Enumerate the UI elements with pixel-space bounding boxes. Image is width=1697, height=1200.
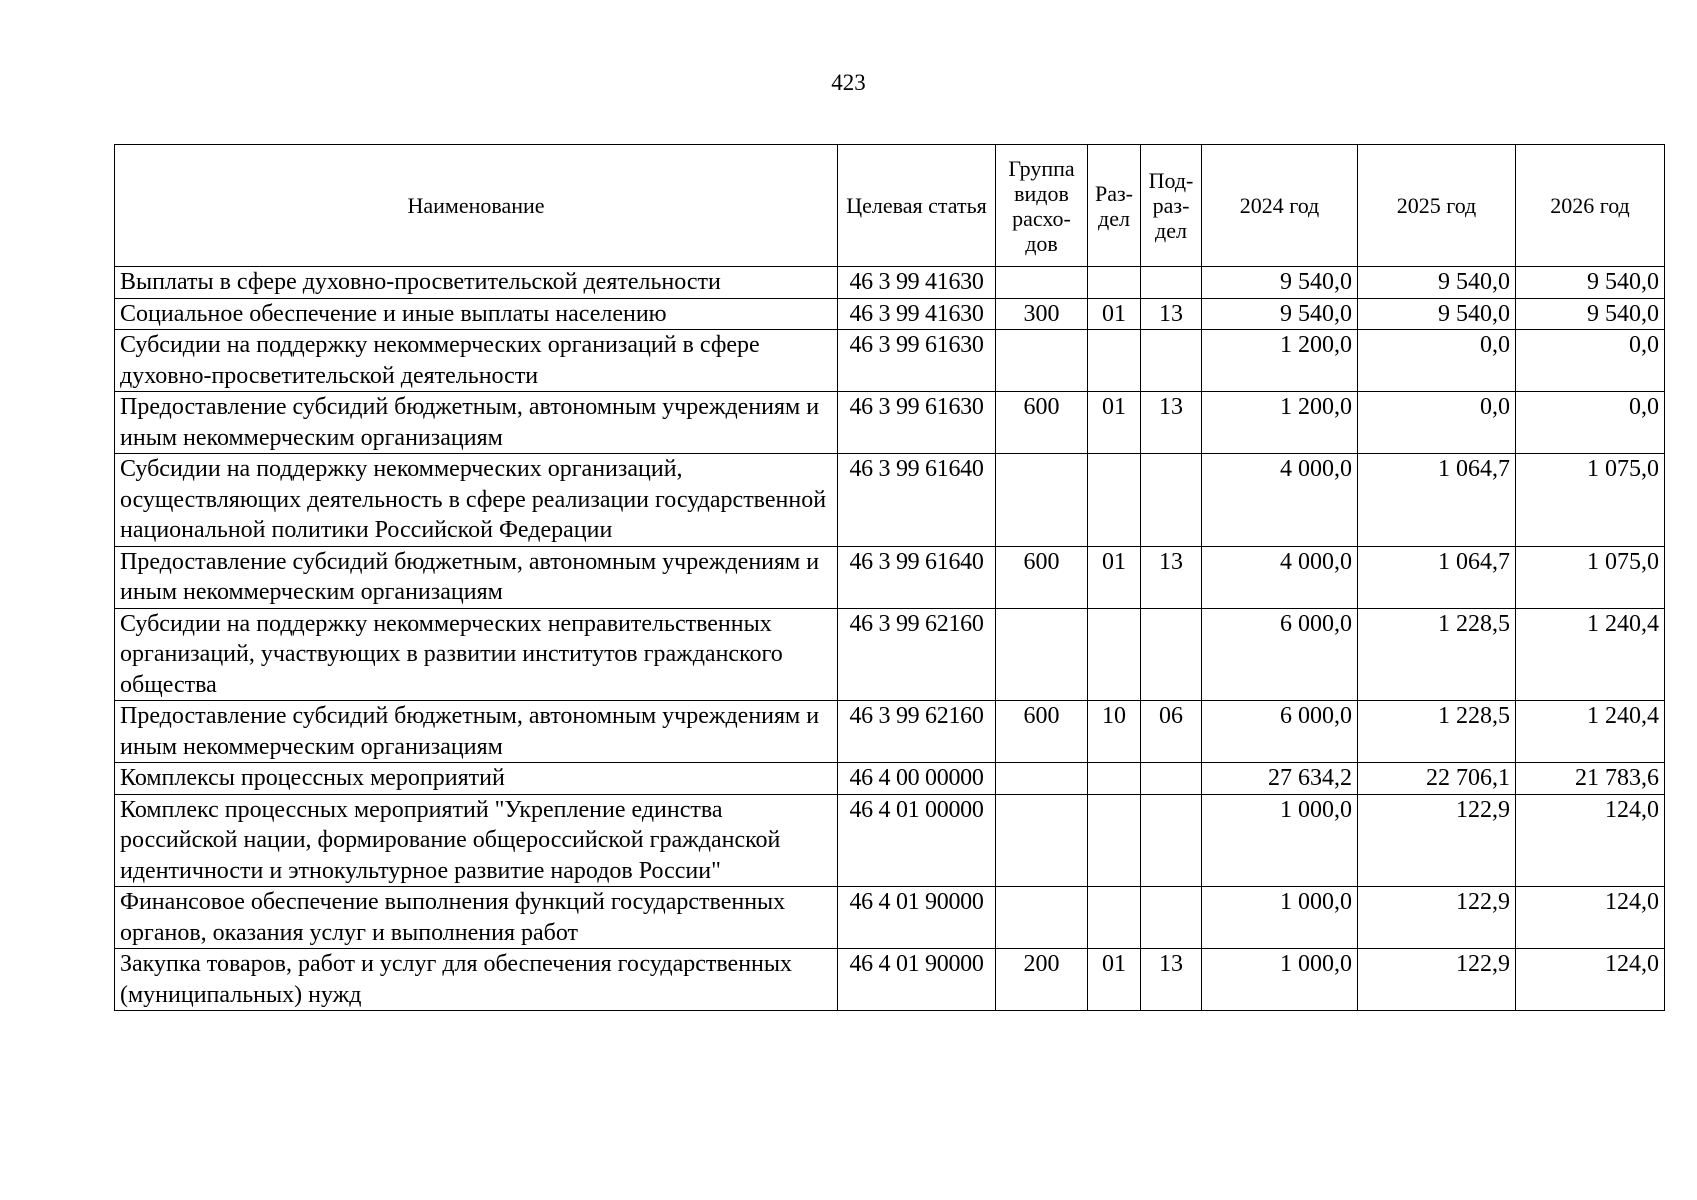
cell-2026: 9 540,0 xyxy=(1516,267,1665,299)
cell-2025: 122,9 xyxy=(1358,949,1516,1011)
cell-2026: 1 240,4 xyxy=(1516,608,1665,701)
table-row xyxy=(115,794,1665,887)
cell-subsection: 13 xyxy=(1141,392,1202,454)
cell-subsection xyxy=(1141,330,1202,392)
cell-group: 300 xyxy=(996,298,1088,330)
cell-target: 46 4 01 00000 xyxy=(838,794,996,887)
cell-target: 46 3 99 61640 xyxy=(838,546,996,608)
cell-name: Комплексы процессных мероприятий xyxy=(115,763,838,795)
cell-section xyxy=(1088,454,1141,547)
cell-target: 46 3 99 61640 xyxy=(838,454,996,547)
cell-group: 600 xyxy=(996,546,1088,608)
cell-group xyxy=(996,763,1088,795)
cell-2026: 9 540,0 xyxy=(1516,298,1665,330)
cell-section xyxy=(1088,887,1141,949)
header-2026: 2026 год xyxy=(1516,145,1665,267)
cell-2026: 124,0 xyxy=(1516,949,1665,1011)
table-row xyxy=(115,949,1665,1011)
cell-name: Закупка товаров, работ и услуг для обеспечения государственных (муниципальных) нужд xyxy=(115,949,838,1011)
cell-target: 46 4 01 90000 xyxy=(838,949,996,1011)
cell-2024: 1 000,0 xyxy=(1202,949,1358,1011)
cell-subsection: 13 xyxy=(1141,298,1202,330)
cell-group: 600 xyxy=(996,392,1088,454)
cell-section xyxy=(1088,330,1141,392)
cell-2026: 124,0 xyxy=(1516,887,1665,949)
table-row xyxy=(115,546,1665,608)
cell-2025: 122,9 xyxy=(1358,887,1516,949)
cell-2025: 0,0 xyxy=(1358,330,1516,392)
cell-2024: 6 000,0 xyxy=(1202,701,1358,763)
cell-subsection xyxy=(1141,794,1202,887)
cell-subsection: 13 xyxy=(1141,546,1202,608)
cell-target: 46 3 99 41630 xyxy=(838,298,996,330)
cell-subsection xyxy=(1141,887,1202,949)
cell-subsection xyxy=(1141,608,1202,701)
cell-2024: 9 540,0 xyxy=(1202,267,1358,299)
cell-group xyxy=(996,267,1088,299)
cell-section xyxy=(1088,794,1141,887)
cell-target: 46 3 99 61630 xyxy=(838,392,996,454)
cell-2024: 27 634,2 xyxy=(1202,763,1358,795)
cell-name: Субсидии на поддержку некоммерческих организаций в сфере духовно-просветительской деятельности xyxy=(115,330,838,392)
header-name: Наименование xyxy=(115,145,838,267)
cell-subsection xyxy=(1141,267,1202,299)
cell-2026: 124,0 xyxy=(1516,794,1665,887)
cell-subsection: 06 xyxy=(1141,701,1202,763)
cell-section xyxy=(1088,267,1141,299)
cell-section: 10 xyxy=(1088,701,1141,763)
cell-name: Предоставление субсидий бюджетным, автономным учреждениям и иным некоммерческим организациям xyxy=(115,392,838,454)
cell-section xyxy=(1088,608,1141,701)
header-2025: 2025 год xyxy=(1358,145,1516,267)
cell-section: 01 xyxy=(1088,949,1141,1011)
table-row xyxy=(115,608,1665,701)
cell-target: 46 3 99 61630 xyxy=(838,330,996,392)
cell-subsection: 13 xyxy=(1141,949,1202,1011)
header-group: Группа видов расхо-дов xyxy=(996,145,1088,267)
cell-name: Субсидии на поддержку некоммерческих организаций, осуществляющих деятельность в сфере реализации государственной национальной политики Российской Федерации xyxy=(115,454,838,547)
cell-2024: 1 000,0 xyxy=(1202,794,1358,887)
cell-name: Субсидии на поддержку некоммерческих неправительственных организаций, участвующих в развитии институтов гражданского общества xyxy=(115,608,838,701)
cell-2024: 1 000,0 xyxy=(1202,887,1358,949)
table-row xyxy=(115,454,1665,547)
table-row xyxy=(115,763,1665,795)
header-section: Раз-дел xyxy=(1088,145,1141,267)
cell-name: Предоставление субсидий бюджетным, автономным учреждениям и иным некоммерческим организациям xyxy=(115,701,838,763)
cell-target: 46 3 99 62160 xyxy=(838,701,996,763)
cell-2025: 1 228,5 xyxy=(1358,608,1516,701)
cell-subsection xyxy=(1141,454,1202,547)
cell-name: Предоставление субсидий бюджетным, автономным учреждениям и иным некоммерческим организациям xyxy=(115,546,838,608)
cell-group xyxy=(996,330,1088,392)
cell-2026: 0,0 xyxy=(1516,330,1665,392)
cell-group xyxy=(996,794,1088,887)
cell-2025: 9 540,0 xyxy=(1358,267,1516,299)
cell-group xyxy=(996,454,1088,547)
cell-subsection xyxy=(1141,763,1202,795)
header-subsection: Под-раз-дел xyxy=(1141,145,1202,267)
cell-group xyxy=(996,608,1088,701)
cell-2024: 1 200,0 xyxy=(1202,330,1358,392)
table-row xyxy=(115,267,1665,299)
table-row xyxy=(115,887,1665,949)
cell-group: 600 xyxy=(996,701,1088,763)
cell-2025: 0,0 xyxy=(1358,392,1516,454)
cell-2024: 4 000,0 xyxy=(1202,454,1358,547)
cell-2025: 1 228,5 xyxy=(1358,701,1516,763)
cell-target: 46 3 99 41630 xyxy=(838,267,996,299)
budget-table xyxy=(114,144,1665,1011)
cell-section: 01 xyxy=(1088,546,1141,608)
table-row xyxy=(115,392,1665,454)
cell-section xyxy=(1088,763,1141,795)
cell-target: 46 4 01 90000 xyxy=(838,887,996,949)
cell-name: Комплекс процессных мероприятий "Укрепление единства российской нации, формирование общероссийской гражданской идентичности и этнокультурное развитие народов России" xyxy=(115,794,838,887)
page-number: 423 xyxy=(831,70,866,95)
cell-section: 01 xyxy=(1088,298,1141,330)
table-row xyxy=(115,330,1665,392)
cell-group xyxy=(996,887,1088,949)
cell-name: Выплаты в сфере духовно-просветительской деятельности xyxy=(115,267,838,299)
table-header-row xyxy=(115,145,1665,267)
cell-2025: 9 540,0 xyxy=(1358,298,1516,330)
cell-2024: 1 200,0 xyxy=(1202,392,1358,454)
cell-2025: 1 064,7 xyxy=(1358,454,1516,547)
cell-2024: 4 000,0 xyxy=(1202,546,1358,608)
header-2024: 2024 год xyxy=(1202,145,1358,267)
cell-name: Социальное обеспечение и иные выплаты населению xyxy=(115,298,838,330)
cell-target: 46 4 00 00000 xyxy=(838,763,996,795)
cell-2024: 9 540,0 xyxy=(1202,298,1358,330)
table-row xyxy=(115,298,1665,330)
cell-2026: 1 240,4 xyxy=(1516,701,1665,763)
table-row xyxy=(115,701,1665,763)
cell-2025: 1 064,7 xyxy=(1358,546,1516,608)
cell-section: 01 xyxy=(1088,392,1141,454)
cell-2026: 21 783,6 xyxy=(1516,763,1665,795)
cell-2026: 1 075,0 xyxy=(1516,546,1665,608)
header-target: Целевая статья xyxy=(838,145,996,267)
cell-2024: 6 000,0 xyxy=(1202,608,1358,701)
cell-2025: 122,9 xyxy=(1358,794,1516,887)
cell-2026: 1 075,0 xyxy=(1516,454,1665,547)
cell-2025: 22 706,1 xyxy=(1358,763,1516,795)
cell-2026: 0,0 xyxy=(1516,392,1665,454)
cell-target: 46 3 99 62160 xyxy=(838,608,996,701)
cell-group: 200 xyxy=(996,949,1088,1011)
cell-name: Финансовое обеспечение выполнения функций государственных органов, оказания услуг и выполнения работ xyxy=(115,887,838,949)
